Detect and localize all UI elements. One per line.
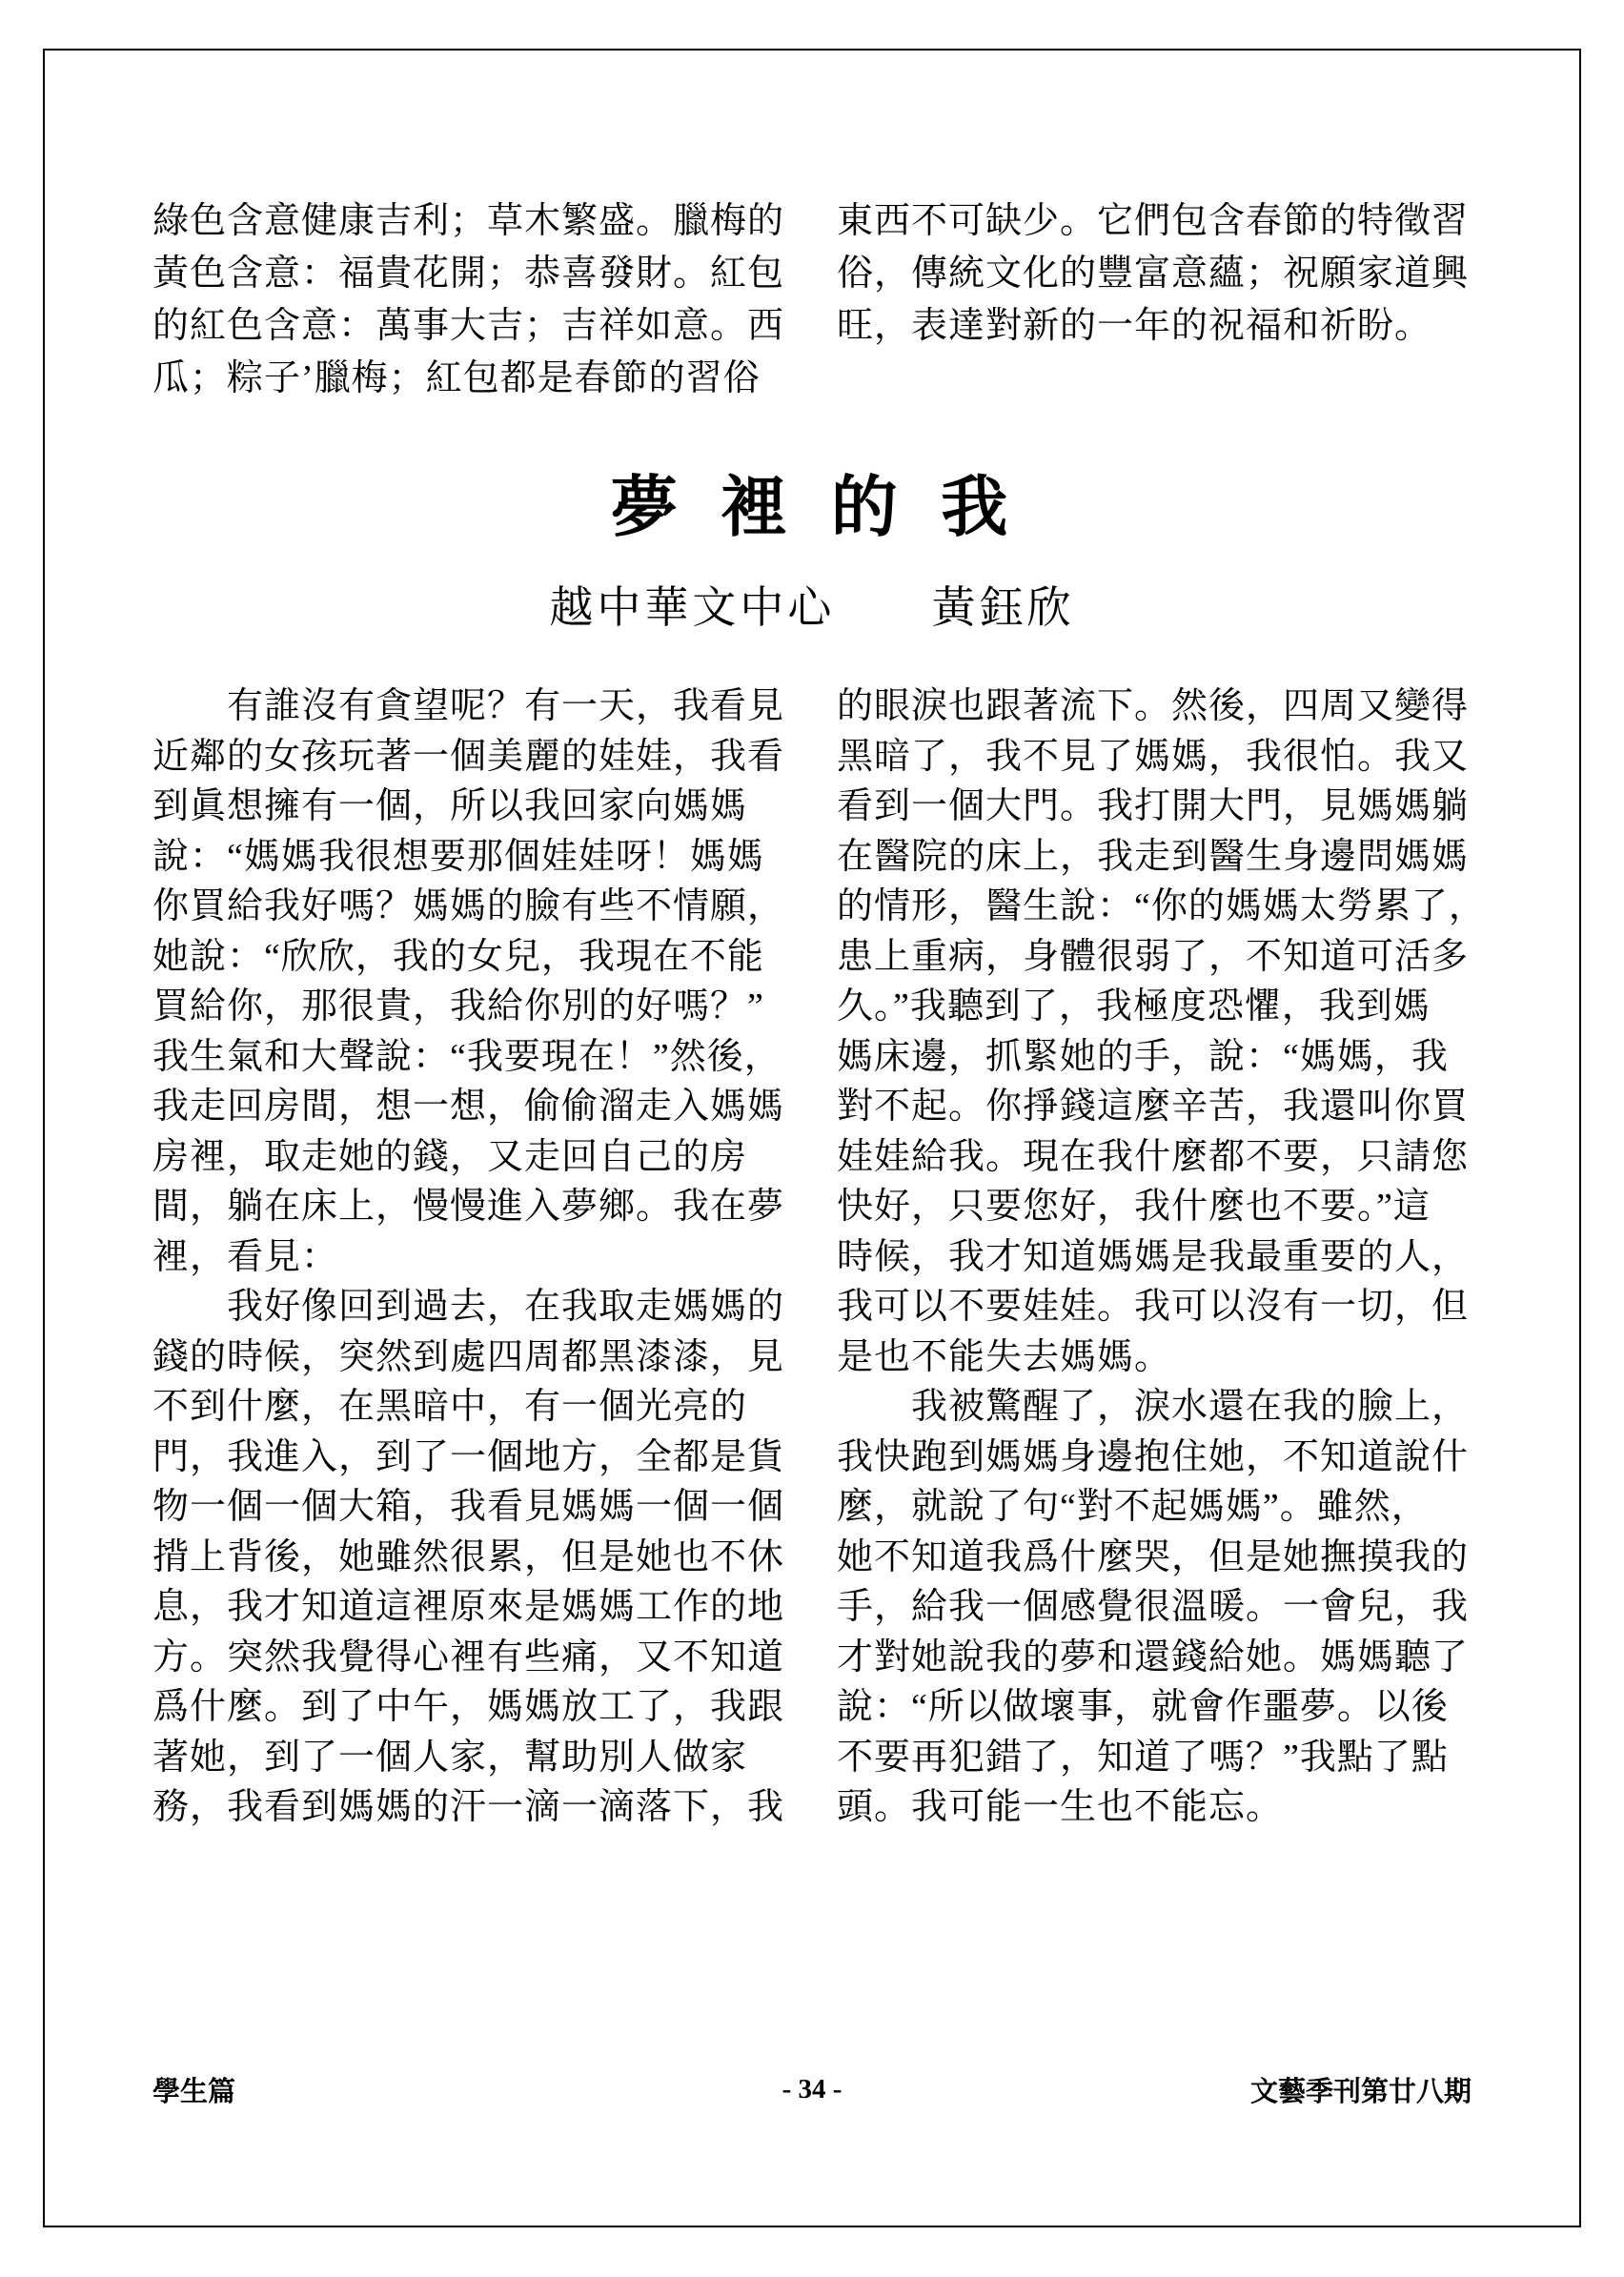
- text-line: 有誰沒有貪望呢？有一天，我看見: [152, 686, 785, 726]
- text-line: 是也不能失去媽媽。: [837, 1336, 1172, 1377]
- text-line: 媽床邊，抓緊她的手，說：“媽媽，我: [837, 1036, 1449, 1077]
- byline-author: 黃鈺欣: [931, 583, 1075, 632]
- text-line: 患上重病，身體很弱了，不知道可活多: [837, 936, 1470, 977]
- article-title: 夢 裡 的 我: [610, 472, 1014, 545]
- text-line: 看到一個大門。我打開大門，見媽媽躺: [837, 786, 1470, 826]
- text-line: 到眞想擁有一個，所以我回家向媽媽: [152, 786, 748, 826]
- text-line: 方。突然我覺得心裡有些痛，又不知道: [152, 1637, 785, 1677]
- text-line: 你買給我好嗎？媽媽的臉有些不情願，: [152, 886, 785, 926]
- footer-journal-name: 文藝季刊第廿八期: [1249, 2077, 1472, 2107]
- text-line: 息，我才知道這裡原來是媽媽工作的地: [152, 1587, 785, 1627]
- text-line: 揹上背後，她雖然很累，但是她也不休: [152, 1536, 785, 1577]
- text-line: 俗，傳統文化的豐富意蘊；祝願家道興: [837, 254, 1470, 294]
- text-line: 娃娃給我。現在我什麼都不要，只請您: [837, 1136, 1470, 1177]
- text-line: 房裡，取走她的錢，又走回自己的房: [152, 1136, 748, 1177]
- page-footer: [152, 2070, 1472, 2109]
- footer-section-name: 學生篇: [152, 2077, 236, 2107]
- text-line: 我被驚醒了，淚水還在我的臉上，: [837, 1387, 1470, 1427]
- text-line: 在醫院的床上，我走到醫生身邊問媽媽: [837, 836, 1470, 877]
- text-line: 錢的時候，突然到處四周都黑漆漆，見: [152, 1336, 785, 1377]
- text-line: 的情形，醫生說：“你的媽媽太勞累了，: [837, 886, 1486, 926]
- footer-page-number: - 34 -: [782, 2074, 842, 2104]
- text-line: 我好像回到過去，在我取走媽媽的: [152, 1287, 785, 1327]
- text-line: 麼，就說了句“對不起媽媽”。雖然，: [837, 1487, 1429, 1527]
- text-line: 時候，我才知道媽媽是我最重要的人，: [837, 1236, 1470, 1277]
- body-right-column: [837, 681, 1486, 1833]
- text-line: 近鄰的女孩玩著一個美麗的娃娃，我看: [152, 736, 785, 777]
- text-line: 物一個一個大箱，我看見媽媽一個一個: [152, 1487, 785, 1527]
- text-line: 才對她說我的夢和還錢給她。媽媽聽了: [837, 1637, 1470, 1677]
- article-byline: [152, 579, 1472, 637]
- text-line: 門，我進入，到了一個地方，全都是貨: [152, 1436, 785, 1477]
- text-line: 我快跑到媽媽身邊抱住她，不知道說什: [837, 1436, 1470, 1477]
- text-line: 不要再犯錯了，知道了嗎？”我點了點: [837, 1737, 1449, 1778]
- text-line: 旺，表達對新的一年的祝福和祈盼。: [837, 306, 1432, 346]
- text-line: 東西不可缺少。它們包含春節的特徵習: [837, 201, 1470, 241]
- text-line: 說：“媽媽我很想要那個娃娃呀！媽媽: [152, 836, 764, 877]
- text-line: 黃色含意：福貴花開；恭喜發財。紅包: [152, 254, 785, 294]
- text-line: 快好，只要您好，我什麼也不要。”這: [837, 1187, 1431, 1227]
- text-line: 我生氣和大聲說：“我要現在！”然後，: [152, 1036, 782, 1077]
- text-line: 說：“所以做壞事，就會作噩夢。以後: [837, 1687, 1449, 1727]
- byline-school: 越中華文中心: [549, 583, 836, 632]
- text-line: 裡，看見：: [152, 1236, 339, 1277]
- text-line: 我可以不要娃娃。我可以沒有一切，但: [837, 1287, 1470, 1327]
- text-line: 綠色含意健康吉利；草木繁盛。臘梅的: [152, 201, 785, 241]
- text-line: 務，我看到媽媽的汗一滴一滴落下，我: [152, 1787, 785, 1827]
- text-line: 的紅色含意：萬事大吉；吉祥如意。西: [152, 306, 785, 346]
- continuation-section: [152, 195, 1472, 405]
- text-line: 我走回房間，想一想，偷偷溜走入媽媽: [152, 1087, 785, 1127]
- text-line: 間，躺在床上，慢慢進入夢鄉。我在夢: [152, 1187, 785, 1227]
- text-line: 不到什麼，在黑暗中，有一個光亮的: [152, 1387, 748, 1427]
- text-line: 黑暗了，我不見了媽媽，我很怕。我又: [837, 736, 1470, 777]
- continuation-left-column: [152, 195, 787, 405]
- text-line: 久。”我聽到了，我極度恐懼，我到媽: [837, 986, 1431, 1027]
- text-line: 爲什麼。到了中午，媽媽放工了，我跟: [152, 1687, 785, 1727]
- text-line: 她不知道我爲什麼哭，但是她撫摸我的: [837, 1536, 1470, 1577]
- text-line: 對不起。你掙錢這麼辛苦，我還叫你買: [837, 1087, 1470, 1127]
- text-line: 她說：“欣欣，我的女兒，我現在不能: [152, 936, 764, 977]
- text-line: 著她，到了一個人家，幫助別人做家: [152, 1737, 748, 1778]
- text-line: 的眼淚也跟著流下。然後，四周又變得: [837, 686, 1470, 726]
- body-left-column: [152, 681, 787, 1833]
- text-line: 頭。我可能一生也不能忘。: [837, 1787, 1284, 1827]
- article-body: [152, 681, 1486, 1833]
- text-line: 瓜；粽子’臘梅；紅包都是春節的習俗: [152, 358, 761, 398]
- continuation-right-column: [837, 195, 1472, 405]
- text-line: 買給你，那很貴，我給你別的好嗎？”: [152, 986, 764, 1027]
- text-line: 手，給我一個感覺很溫暖。一會兒，我: [837, 1587, 1470, 1627]
